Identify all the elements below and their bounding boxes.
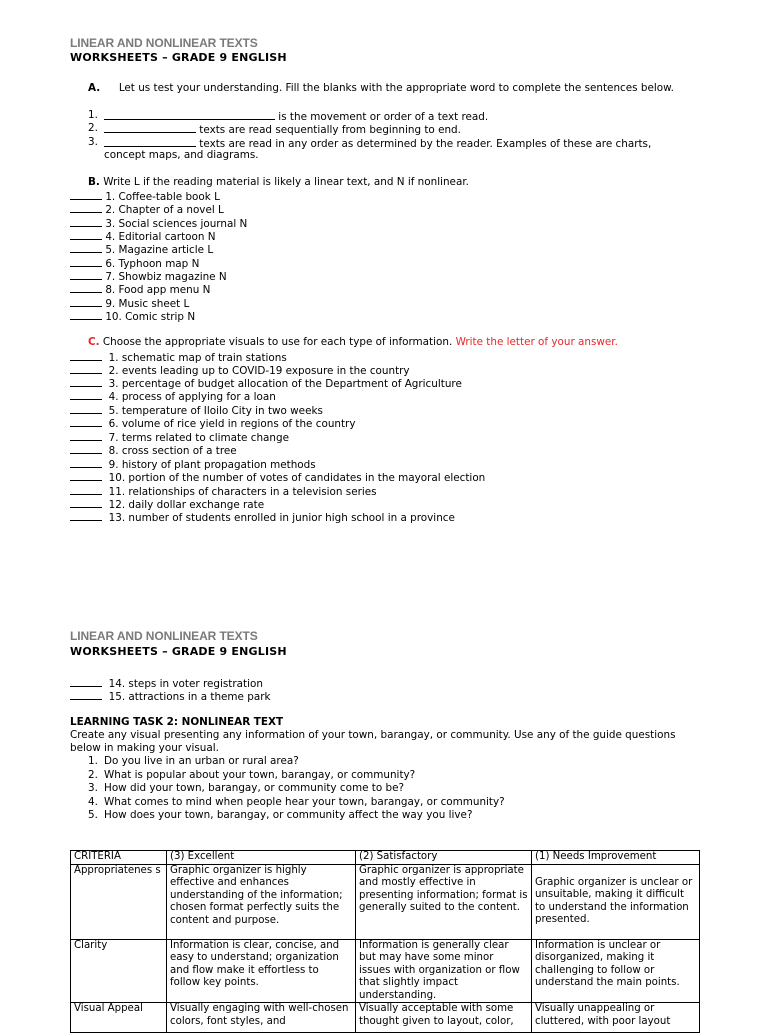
answer-blank[interactable] [70, 457, 102, 468]
guide-question [88, 809, 473, 822]
learning-task-instruction-line2: below in making your visual. [70, 742, 219, 754]
question-number: 4. [88, 796, 98, 808]
table-row [71, 1003, 700, 1033]
item-text: texts are read in any order as determined by the reader. Examples of these are charts, [196, 138, 652, 150]
question-text: How did your town, barangay, or community come to be? [104, 782, 404, 794]
section-c-instruction: Choose the appropriate visuals to use for each type of information. [102, 336, 453, 348]
section-a-item-continuation: concept maps, and diagrams. [104, 149, 259, 161]
answer-blank[interactable] [70, 216, 102, 227]
item-text: 10. Comic strip N [105, 311, 196, 323]
item-text: 1. schematic map of train stations [108, 352, 287, 364]
excellent-cell: Graphic organizer is highly effective and enhances understanding of the information; chosen format perfectly suits the content and purpose. [167, 864, 356, 939]
excellent-cell: Visually engaging with well-chosen colors, font styles, and [167, 1003, 356, 1033]
item-text: 5. Magazine article L [105, 244, 214, 256]
satisfactory-cell: Visually acceptable with some thought given to layout, color, [356, 1003, 532, 1033]
list-item [70, 689, 271, 704]
criteria-cell: Appropriatenes s [71, 864, 167, 939]
list-item [70, 282, 210, 297]
table-row [71, 939, 700, 1003]
question-number: 1. [88, 755, 98, 767]
excellent-cell: Information is clear, concise, and easy to understand; organization and flow make it effortless to follow key points. [167, 939, 356, 1003]
section-a-letter: A. [88, 82, 101, 94]
answer-blank[interactable] [70, 189, 102, 200]
table-row [71, 864, 700, 939]
answer-blank[interactable] [70, 350, 102, 361]
answer-blank[interactable] [70, 416, 102, 427]
section-a-item [88, 109, 489, 123]
question-number: 5. [88, 809, 98, 821]
satisfactory-cell: Information is generally clear but may have some minor issues with organization or flow that slightly impact understanding. [356, 939, 532, 1003]
section-b-instruction-line [88, 176, 469, 189]
item-text: 8. cross section of a tree [108, 445, 237, 457]
item-text: 4. process of applying for a loan [108, 391, 276, 403]
list-item [70, 242, 213, 257]
column-header: CRITERIA [71, 851, 167, 865]
section-a-instruction-line [88, 82, 674, 95]
answer-blank[interactable] [70, 484, 102, 495]
question-text: What is popular about your town, barangay, or community? [104, 769, 416, 781]
criteria-cell: Visual Appeal [71, 1003, 167, 1033]
column-header: (1) Needs Improvement [532, 851, 700, 865]
list-item [70, 202, 224, 217]
answer-blank[interactable] [70, 296, 102, 307]
answer-blank[interactable] [70, 510, 102, 521]
answer-blank[interactable] [70, 497, 102, 508]
guide-question [88, 782, 404, 795]
question-number: 3. [88, 782, 98, 794]
answer-blank[interactable] [70, 202, 102, 213]
item-text: 10. portion of the number of votes of candidates in the mayoral election [108, 472, 486, 484]
question-text: What comes to mind when people hear your town, barangay, or community? [104, 796, 505, 808]
item-text: 13. number of students enrolled in junior high school in a province [108, 512, 455, 524]
answer-blank[interactable] [70, 282, 102, 293]
list-item [70, 389, 276, 404]
answer-blank[interactable] [70, 470, 102, 481]
item-text: 2. Chapter of a novel L [105, 204, 224, 216]
answer-blank[interactable] [70, 689, 102, 700]
answer-blank[interactable] [104, 109, 275, 120]
item-text: 15. attractions in a theme park [108, 691, 271, 703]
answer-blank[interactable] [70, 403, 102, 414]
answer-blank[interactable] [70, 363, 102, 374]
item-text: 11. relationships of characters in a television series [108, 486, 377, 498]
guide-question [88, 796, 505, 809]
section-c-instruction-red: Write the letter of your answer. [455, 336, 618, 348]
list-item [70, 416, 355, 431]
item-text: 1. Coffee-table book L [105, 191, 220, 203]
column-header: (3) Excellent [167, 851, 356, 865]
section-a-item [88, 122, 461, 136]
page1-subtitle: WORKSHEETS – GRADE 9 ENGLISH [70, 51, 287, 64]
answer-blank[interactable] [70, 269, 102, 280]
answer-blank[interactable] [70, 242, 102, 253]
page2-title: LINEAR AND NONLINEAR TEXTS [70, 629, 258, 643]
table-header-row [71, 851, 700, 865]
item-text: is the movement or order of a text read. [275, 111, 489, 123]
needs-improvement-cell: Visually unappealing or cluttered, with poor layout [532, 1003, 700, 1033]
learning-task-instruction-line1: Create any visual presenting any information of your town, barangay, or community. Use any of the guide questions [70, 729, 676, 741]
item-number: 3. [88, 136, 98, 148]
item-text: 9. Music sheet L [105, 298, 190, 310]
criteria-cell: Clarity [71, 939, 167, 1003]
item-number: 2. [88, 122, 98, 134]
answer-blank[interactable] [70, 256, 102, 267]
page2-subtitle: WORKSHEETS – GRADE 9 ENGLISH [70, 645, 287, 658]
question-text: How does your town, barangay, or community affect the way you live? [104, 809, 473, 821]
item-text: 6. volume of rice yield in regions of the country [108, 418, 356, 430]
learning-task-heading: LEARNING TASK 2: NONLINEAR TEXT [70, 716, 284, 728]
guide-question [88, 755, 299, 768]
rubric-table [70, 850, 700, 1033]
item-number: 1. [88, 109, 98, 121]
section-b-letter: B. [88, 176, 100, 188]
page1-title: LINEAR AND NONLINEAR TEXTS [70, 36, 258, 50]
item-text: 6. Typhoon map N [105, 258, 200, 270]
item-text: 8. Food app menu N [105, 284, 211, 296]
list-item [70, 309, 195, 324]
section-a-item [88, 136, 652, 150]
question-text: Do you live in an urban or rural area? [104, 755, 299, 767]
item-text: 3. Social sciences journal N [105, 218, 248, 230]
section-c-letter: C. [88, 336, 100, 348]
list-item [70, 443, 237, 458]
answer-blank[interactable] [70, 229, 102, 240]
needs-improvement-cell: Information is unclear or disorganized, making it challenging to follow or understand the main points. [532, 939, 700, 1003]
section-c-instruction-line [88, 336, 618, 349]
item-text: 3. percentage of budget allocation of the Department of Agriculture [108, 378, 462, 390]
needs-improvement-cell: Graphic organizer is unclear or unsuitable, making it difficult to understand the information presented. [532, 864, 700, 939]
answer-blank[interactable] [70, 376, 102, 387]
item-text: 14. steps in voter registration [108, 678, 263, 690]
item-text: 7. terms related to climate change [108, 432, 289, 444]
answer-blank[interactable] [104, 122, 196, 133]
item-text: 5. temperature of Iloilo City in two weeks [108, 405, 323, 417]
list-item [70, 510, 455, 525]
list-item [70, 470, 485, 485]
answer-blank[interactable] [70, 676, 102, 687]
item-text: 12. daily dollar exchange rate [108, 499, 265, 511]
item-text: texts are read sequentially from beginning to end. [196, 124, 461, 136]
answer-blank[interactable] [70, 443, 102, 454]
answer-blank[interactable] [70, 389, 102, 400]
guide-question [88, 769, 416, 782]
item-text: 9. history of plant propagation methods [108, 459, 316, 471]
satisfactory-cell: Graphic organizer is appropriate and mostly effective in presenting information; format is generally suited to the content. [356, 864, 532, 939]
column-header: (2) Satisfactory [356, 851, 532, 865]
answer-blank[interactable] [70, 309, 102, 320]
section-a-instruction: Let us test your understanding. Fill the blanks with the appropriate word to complete the sentences below. [118, 82, 674, 94]
question-number: 2. [88, 769, 98, 781]
item-text: 2. events leading up to COVID-19 exposure in the country [108, 365, 410, 377]
item-text: 7. Showbiz magazine N [105, 271, 227, 283]
answer-blank[interactable] [104, 136, 196, 147]
section-b-instruction: Write L if the reading material is likely a linear text, and N if nonlinear. [103, 176, 469, 188]
item-text: 4. Editorial cartoon N [105, 231, 216, 243]
answer-blank[interactable] [70, 430, 102, 441]
